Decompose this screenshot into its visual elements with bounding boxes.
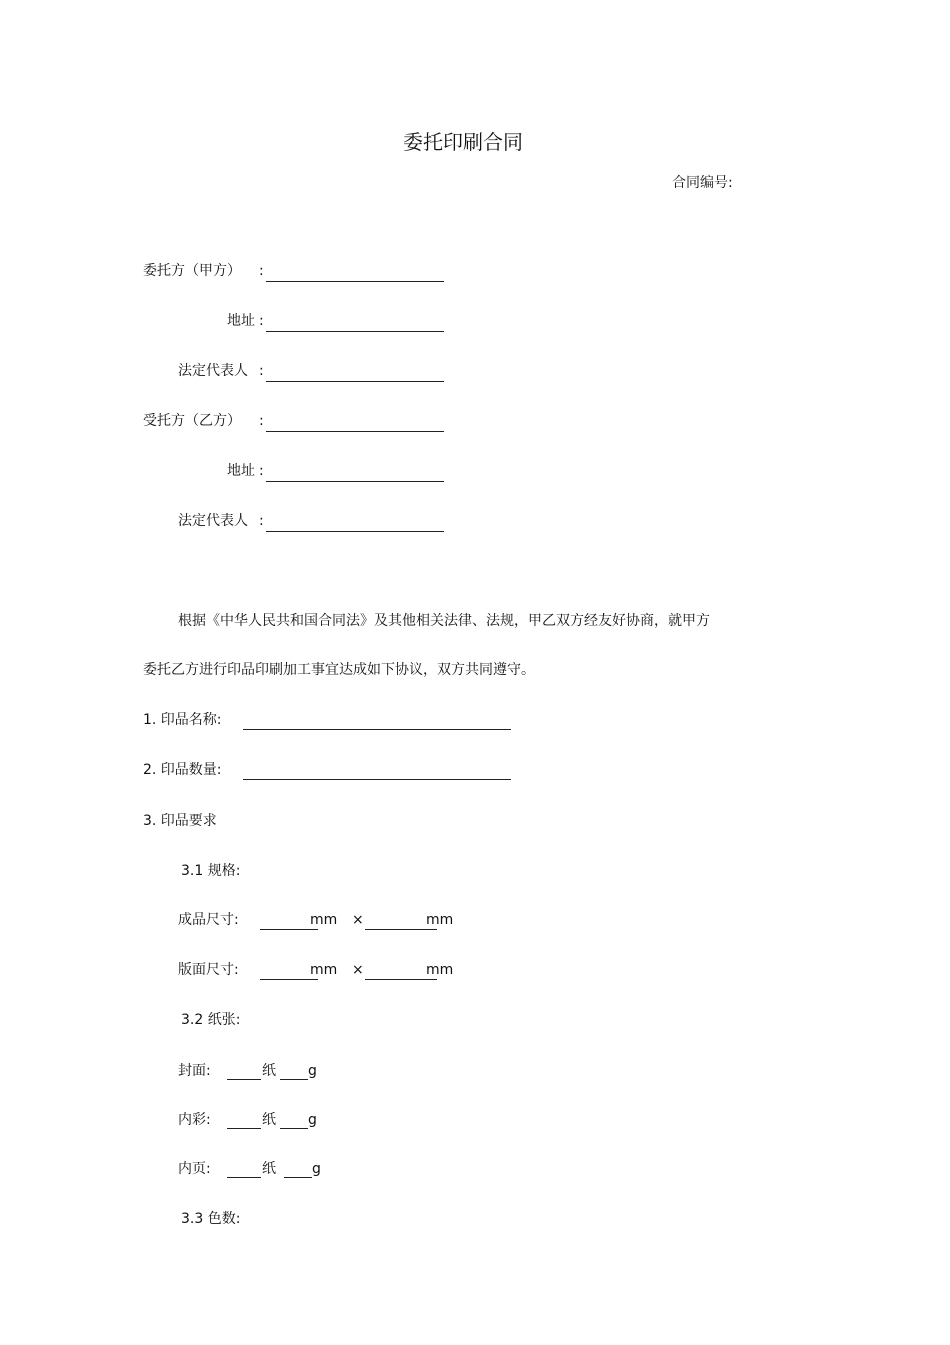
layout-size-times: × [352,962,364,978]
finished-size-height-blank[interactable] [365,929,437,930]
cover-label: 封面: [178,1063,211,1079]
finished-size-unit-2: mm [426,912,454,928]
paper-heading: 3.2 纸张: [181,1012,241,1028]
party-b-label: 受托方（乙方） [143,413,241,429]
spec-heading: 3.1 规格: [181,863,241,879]
inner-color-weight-blank[interactable] [280,1128,308,1129]
party-b-rep-blank[interactable] [266,531,444,532]
intro-line-2: 委托乙方进行印品印刷加工事宜达成如下协议，双方共同遵守。 [143,662,535,678]
party-b-colon: : [259,413,264,429]
finished-size-unit-1: mm [310,912,338,928]
layout-size-unit-1: mm [310,962,338,978]
inner-page-paper-word: 纸 [262,1161,276,1177]
inner-color-label: 内彩: [178,1112,211,1128]
party-a-label: 委托方（甲方） [143,263,241,279]
inner-page-paper-blank[interactable] [227,1177,261,1178]
quantity-blank[interactable] [243,779,511,780]
party-a-rep-colon: : [259,363,264,379]
party-a-blank[interactable] [266,281,444,282]
cover-paper-word: 纸 [262,1063,276,1079]
party-b-rep-label: 法定代表人 [178,513,248,529]
party-b-address-blank[interactable] [266,481,444,482]
party-a-address-colon: : [259,313,264,329]
contract-number-label: 合同编号: [672,175,733,191]
finished-size-width-blank[interactable] [260,929,318,930]
inner-page-label: 内页: [178,1161,211,1177]
inner-color-unit: g [308,1112,317,1128]
inner-color-paper-blank[interactable] [227,1128,261,1129]
party-a-address-blank[interactable] [266,331,444,332]
party-a-rep-label: 法定代表人 [178,363,248,379]
item-2-quantity: 2. 印品数量: [143,762,222,778]
party-b-address-label: 地址 [227,463,255,479]
party-b-blank[interactable] [266,431,444,432]
cover-unit: g [308,1063,317,1079]
finished-size-times: × [352,912,364,928]
party-a-address-label: 地址 [227,313,255,329]
product-name-blank[interactable] [243,729,511,730]
cover-paper-blank[interactable] [227,1079,261,1080]
layout-size-label: 版面尺寸: [178,962,239,978]
finished-size-label: 成品尺寸: [178,912,239,928]
party-b-address-colon: : [259,463,264,479]
party-b-rep-colon: : [259,513,264,529]
item-1-product-name: 1. 印品名称: [143,712,222,728]
item-3-requirements: 3. 印品要求 [143,813,217,829]
layout-size-unit-2: mm [426,962,454,978]
layout-size-width-blank[interactable] [260,979,318,980]
inner-color-paper-word: 纸 [262,1112,276,1128]
page-title: 委托印刷合同 [403,130,523,154]
party-a-rep-blank[interactable] [266,381,444,382]
cover-weight-blank[interactable] [280,1079,308,1080]
inner-page-weight-blank[interactable] [284,1177,312,1178]
color-count-heading: 3.3 色数: [181,1211,241,1227]
layout-size-height-blank[interactable] [365,979,437,980]
inner-page-unit: g [312,1161,321,1177]
intro-line-1: 根据《中华人民共和国合同法》及其他相关法律、法规，甲乙双方经友好协商，就甲方 [178,613,710,629]
party-a-colon: : [259,263,264,279]
